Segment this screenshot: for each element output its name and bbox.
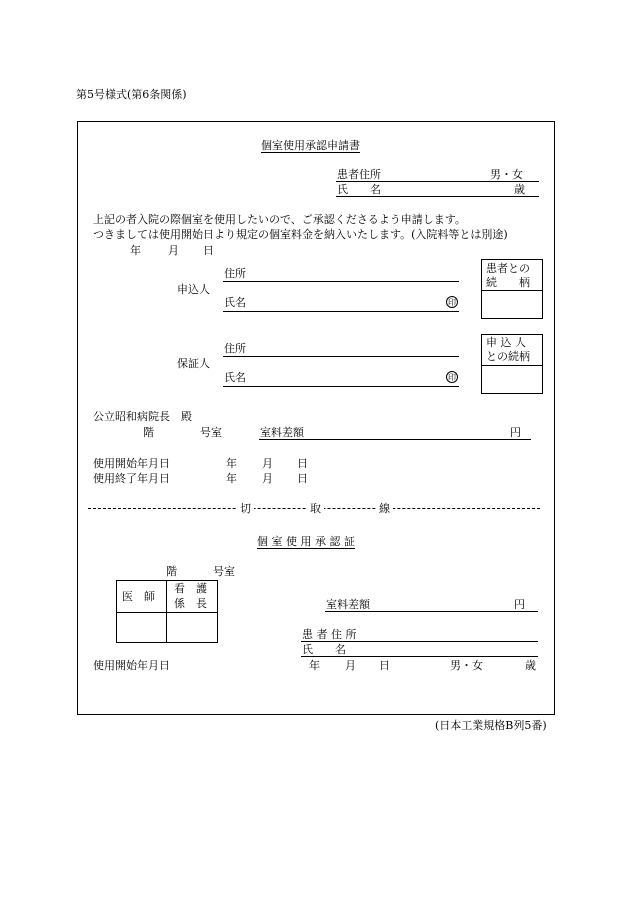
patient-name-label: 氏 名 (337, 183, 381, 196)
room-fee-yen: 円 (510, 426, 521, 439)
room-fee-line (259, 439, 531, 440)
approval-table-hdivider (116, 612, 218, 613)
end-year: 年 (226, 472, 237, 485)
applicant-relation-divider (481, 290, 543, 291)
end-day: 日 (297, 472, 308, 485)
guarantor-relation-divider (481, 365, 543, 366)
guarantor-address-line (223, 356, 459, 357)
applicant-address-line (223, 281, 459, 282)
certificate-title: 個 室 使 用 承 認 証 (257, 535, 355, 548)
cut-line-tori: 取 (307, 502, 324, 515)
cert-patient-address-line (301, 641, 538, 642)
guarantor-relation-line2: との続柄 (486, 350, 530, 363)
applicant-relation-line2: 続 柄 (486, 276, 530, 289)
cert-start-month: 月 (345, 659, 356, 672)
nurse-label-line1: 看 護 (174, 582, 207, 595)
patient-name-line (336, 196, 539, 197)
cut-line-sen: 線 (376, 502, 393, 515)
doctor-label: 医 師 (122, 590, 155, 603)
start-day: 日 (297, 457, 308, 470)
application-title: 個室使用承認申請書 (261, 139, 360, 152)
applicant-name-label: 氏名 (224, 296, 246, 309)
application-body-line1: 上記の者入院の際個室を使用したいので、ご承認くださるよう申請します。 (93, 213, 466, 226)
guarantor-name-line (223, 386, 459, 387)
cert-start-year: 年 (309, 659, 320, 672)
date-month: 月 (168, 244, 179, 257)
applicant-relation-line1: 患者との (486, 262, 530, 275)
cert-floor-label: 階 (166, 565, 177, 578)
cut-line-kiri: 切 (237, 502, 254, 515)
cert-room-label: 号室 (213, 565, 235, 578)
date-day: 日 (203, 244, 214, 257)
cert-room-fee-label: 室料差額 (326, 598, 370, 611)
guarantor-name-label: 氏名 (224, 371, 246, 384)
guarantor-label: 保証人 (177, 357, 210, 370)
cert-age-suffix: 歳 (525, 659, 536, 672)
cert-start-day: 日 (379, 659, 390, 672)
patient-address-label: 患者住所 (337, 168, 381, 181)
cert-sex-options: 男・女 (450, 659, 483, 672)
floor-label: 階 (143, 426, 154, 439)
date-year: 年 (130, 244, 141, 257)
guarantor-seal-icon: 印 (448, 373, 456, 382)
guarantor-relation-line1: 申 込 人 (486, 336, 526, 349)
cert-patient-address-label: 患 者 住 所 (302, 628, 357, 641)
cert-patient-name-label: 氏 名 (302, 643, 346, 656)
room-label: 号室 (200, 426, 222, 439)
applicant-label: 申込人 (177, 283, 210, 296)
form-number: 第5号様式(第6条関係) (76, 88, 187, 101)
applicant-name-line (223, 311, 459, 312)
cert-start-date-label: 使用開始年月日 (93, 659, 170, 672)
cert-patient-name-line (301, 656, 538, 657)
nurse-label-line2: 係 長 (174, 597, 207, 610)
applicant-address-label: 住所 (224, 267, 246, 280)
addressee: 公立昭和病院長 殿 (93, 410, 192, 423)
cert-room-fee-line (325, 611, 538, 612)
cert-room-fee-yen: 円 (514, 598, 525, 611)
age-suffix: 歳 (514, 183, 525, 196)
start-year: 年 (226, 457, 237, 470)
guarantor-address-label: 住所 (224, 342, 246, 355)
footer-standard: (日本工業規格B列5番) (435, 719, 547, 732)
sex-options: 男・女 (490, 168, 523, 181)
end-date-label: 使用終了年月日 (93, 472, 170, 485)
applicant-seal-icon: 印 (448, 298, 456, 307)
start-date-label: 使用開始年月日 (93, 457, 170, 470)
patient-address-line (336, 181, 539, 182)
application-body-line2: つきましては使用開始日より規定の個室料金を納入いたします。(入院料等とは別途) (93, 228, 508, 241)
end-month: 月 (262, 472, 273, 485)
room-fee-label: 室料差額 (260, 426, 304, 439)
start-month: 月 (262, 457, 273, 470)
